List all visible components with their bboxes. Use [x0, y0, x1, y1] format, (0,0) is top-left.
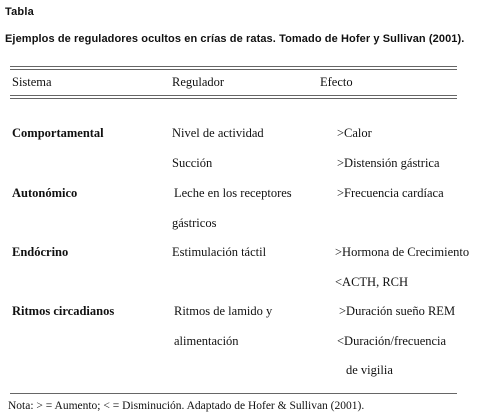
row-effect: >Duración sueño REM: [339, 304, 456, 318]
row-system: Autonómico: [12, 186, 78, 200]
row-effect: >Calor: [337, 126, 372, 140]
top-rule: [10, 66, 457, 70]
row-effect: <Duración/frecuencia: [337, 334, 447, 348]
row-regulator: Estimulación táctil: [172, 245, 267, 259]
row-regulator: alimentación: [174, 334, 239, 348]
row-regulator: Leche en los receptores: [174, 186, 292, 200]
header-sistema: Sistema: [12, 75, 52, 89]
row-system: Endócrino: [12, 245, 69, 259]
row-system: Comportamental: [12, 126, 104, 140]
bottom-rule: [10, 393, 457, 394]
row-effect: de vigilia: [346, 363, 393, 377]
row-system: Ritmos circadianos: [12, 304, 115, 318]
row-effect: >Distensión gástrica: [337, 156, 440, 170]
row-regulator: Nivel de actividad: [172, 126, 264, 140]
row-effect: >Frecuencia cardíaca: [337, 186, 444, 200]
row-regulator: Succión: [172, 156, 213, 170]
row-effect: >Hormona de Crecimiento: [335, 245, 470, 259]
table-label: Tabla: [5, 6, 34, 18]
table-caption: Ejemplos de reguladores ocultos en crías de ratas. Tomado de Hofer y Sullivan (2001).: [5, 33, 465, 45]
header-regulador: Regulador: [172, 75, 225, 89]
header-efecto: Efecto: [320, 75, 353, 89]
table-note: Nota: > = Aumento; < = Disminución. Adaptado de Hofer & Sullivan (2001).: [8, 400, 365, 412]
header-rule: [10, 95, 457, 99]
row-effect: <ACTH, RCH: [335, 275, 409, 289]
row-regulator: Ritmos de lamido y: [174, 304, 273, 318]
row-regulator: gástricos: [172, 216, 217, 230]
